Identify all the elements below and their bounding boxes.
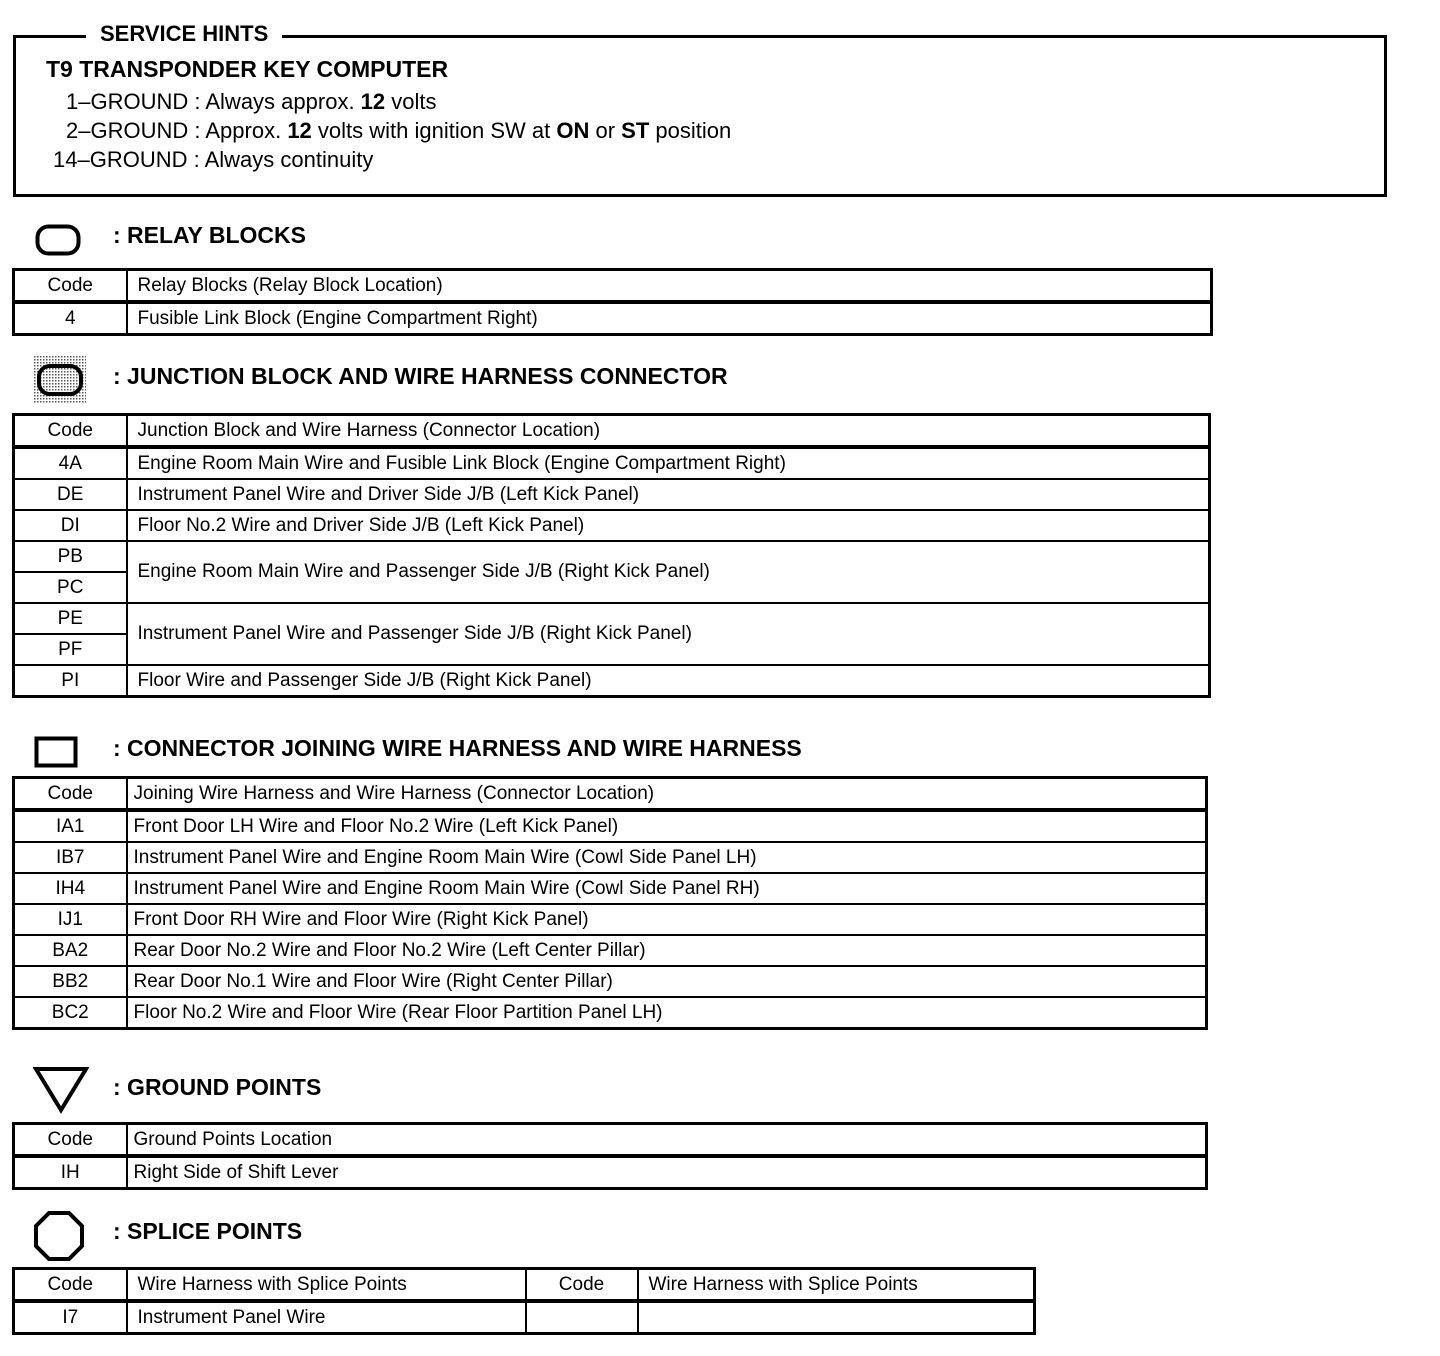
header-cell: Code (14, 1124, 127, 1157)
code-cell: IH4 (14, 873, 127, 904)
header-cell: Wire Harness with Splice Points (638, 1269, 1035, 1302)
code-cell: IA1 (14, 810, 127, 842)
description-cell: Front Door LH Wire and Floor No.2 Wire (Left Kick Panel) (127, 810, 1207, 842)
table-header-row (14, 415, 1210, 448)
table-header-row (14, 778, 1207, 811)
hint-text: : Always approx. (188, 89, 361, 114)
code-cell: BC2 (14, 997, 127, 1029)
table-row (14, 510, 1210, 541)
header-cell: Joining Wire Harness and Wire Harness (Connector Location) (127, 778, 1207, 811)
description-cell: Rear Door No.2 Wire and Floor No.2 Wire (Left Center Pillar) (127, 935, 1207, 966)
code-cell: IB7 (14, 842, 127, 873)
code-cell: 4 (14, 302, 127, 335)
description-cell: Instrument Panel Wire and Driver Side J/B (Left Kick Panel) (127, 479, 1210, 510)
component-heading: T9 TRANSPONDER KEY COMPUTER (46, 56, 449, 82)
table-header-row (14, 270, 1212, 303)
hint-row (66, 117, 731, 145)
description-cell: Rear Door No.1 Wire and Floor Wire (Right Center Pillar) (127, 966, 1207, 997)
code-cell: BB2 (14, 966, 127, 997)
hint-text: or (589, 118, 622, 143)
junction-block-table (12, 413, 1211, 698)
shaded-rounded-rect-icon (34, 356, 86, 404)
header-cell: Code (14, 778, 127, 811)
description-cell: Instrument Panel Wire and Passenger Side J/B (Right Kick Panel) (127, 603, 1210, 665)
connector-table (12, 776, 1208, 1030)
hint-value: 12 (287, 118, 312, 143)
table-row (14, 842, 1207, 873)
code-cell: PF (14, 634, 127, 665)
code-cell: PB (14, 541, 127, 572)
code-cell: DI (14, 510, 127, 541)
table-row (14, 1156, 1207, 1189)
hint-pin: 2–GROUND (66, 118, 189, 143)
hint-text: volts with ignition SW at (311, 118, 557, 143)
table-row (14, 935, 1207, 966)
junction-block-title: : JUNCTION BLOCK AND WIRE HARNESS CONNECTOR (113, 363, 728, 389)
code-cell: 4A (14, 447, 127, 479)
code-cell (526, 1301, 638, 1334)
description-cell: Instrument Panel Wire and Engine Room Main Wire (Cowl Side Panel LH) (127, 842, 1207, 873)
code-cell: IH (14, 1156, 127, 1189)
relay-blocks-title: : RELAY BLOCKS (113, 222, 306, 248)
description-cell: Fusible Link Block (Engine Compartment Right) (127, 302, 1212, 335)
table-row (14, 447, 1210, 479)
ground-points-title: : GROUND POINTS (113, 1074, 322, 1100)
description-cell: Front Door RH Wire and Floor Wire (Right Kick Panel) (127, 904, 1207, 935)
header-cell: Wire Harness with Splice Points (127, 1269, 526, 1302)
service-hints-title: SERVICE HINTS (86, 20, 282, 48)
hint-pin: 14–GROUND (53, 147, 188, 172)
code-cell: IJ1 (14, 904, 127, 935)
hint-value: ON (556, 118, 590, 143)
table-header-row (14, 1269, 1035, 1302)
table-row (14, 541, 1210, 572)
table-row (14, 1301, 1035, 1334)
hint-text: volts (385, 89, 437, 114)
table-row (14, 966, 1207, 997)
description-cell: Instrument Panel Wire and Engine Room Main Wire (Cowl Side Panel RH) (127, 873, 1207, 904)
splice-points-title: : SPLICE POINTS (113, 1218, 303, 1244)
connector-title: : CONNECTOR JOINING WIRE HARNESS AND WIRE HARNESS (113, 735, 802, 761)
octagon-icon (33, 1210, 85, 1262)
table-row (14, 810, 1207, 842)
rounded-rect-icon (35, 224, 81, 256)
description-cell: Floor No.2 Wire and Floor Wire (Rear Floor Partition Panel LH) (127, 997, 1207, 1029)
description-cell: Floor Wire and Passenger Side J/B (Right Kick Panel) (127, 665, 1210, 697)
code-cell: PE (14, 603, 127, 634)
hint-text: position (649, 118, 732, 143)
triangle-icon (33, 1066, 89, 1114)
table-header-row (14, 1124, 1207, 1157)
table-row (14, 603, 1210, 634)
hint-row (53, 146, 373, 174)
header-cell: Code (14, 270, 127, 303)
header-cell: Relay Blocks (Relay Block Location) (127, 270, 1212, 303)
hint-value: 12 (360, 89, 386, 114)
hint-pin: 1–GROUND (66, 89, 189, 114)
header-cell: Code (14, 1269, 127, 1302)
description-cell: Right Side of Shift Lever (127, 1156, 1207, 1189)
description-cell: Engine Room Main Wire and Passenger Side J/B (Right Kick Panel) (127, 541, 1210, 603)
rect-icon (34, 736, 78, 768)
code-cell: BA2 (14, 935, 127, 966)
code-cell: DE (14, 479, 127, 510)
ground-points-table (12, 1122, 1208, 1190)
table-row (14, 302, 1212, 335)
description-cell: Instrument Panel Wire (127, 1301, 526, 1334)
table-row (14, 904, 1207, 935)
table-row (14, 997, 1207, 1029)
hint-text: : Always continuity (187, 147, 374, 172)
header-cell: Ground Points Location (127, 1124, 1207, 1157)
table-row (14, 665, 1210, 697)
hint-row (66, 88, 437, 116)
table-row (14, 479, 1210, 510)
splice-points-table (12, 1267, 1036, 1335)
hint-value: ST (621, 118, 650, 143)
header-cell: Code (14, 415, 127, 448)
description-cell: Engine Room Main Wire and Fusible Link Block (Engine Compartment Right) (127, 447, 1210, 479)
description-cell (638, 1301, 1035, 1334)
relay-blocks-table (12, 268, 1213, 336)
code-cell: PC (14, 572, 127, 603)
description-cell: Floor No.2 Wire and Driver Side J/B (Left Kick Panel) (127, 510, 1210, 541)
code-cell: PI (14, 665, 127, 697)
table-row (14, 873, 1207, 904)
header-cell: Code (526, 1269, 638, 1302)
header-cell: Junction Block and Wire Harness (Connector Location) (127, 415, 1210, 448)
hint-text: : Approx. (188, 118, 288, 143)
code-cell: I7 (14, 1301, 127, 1334)
